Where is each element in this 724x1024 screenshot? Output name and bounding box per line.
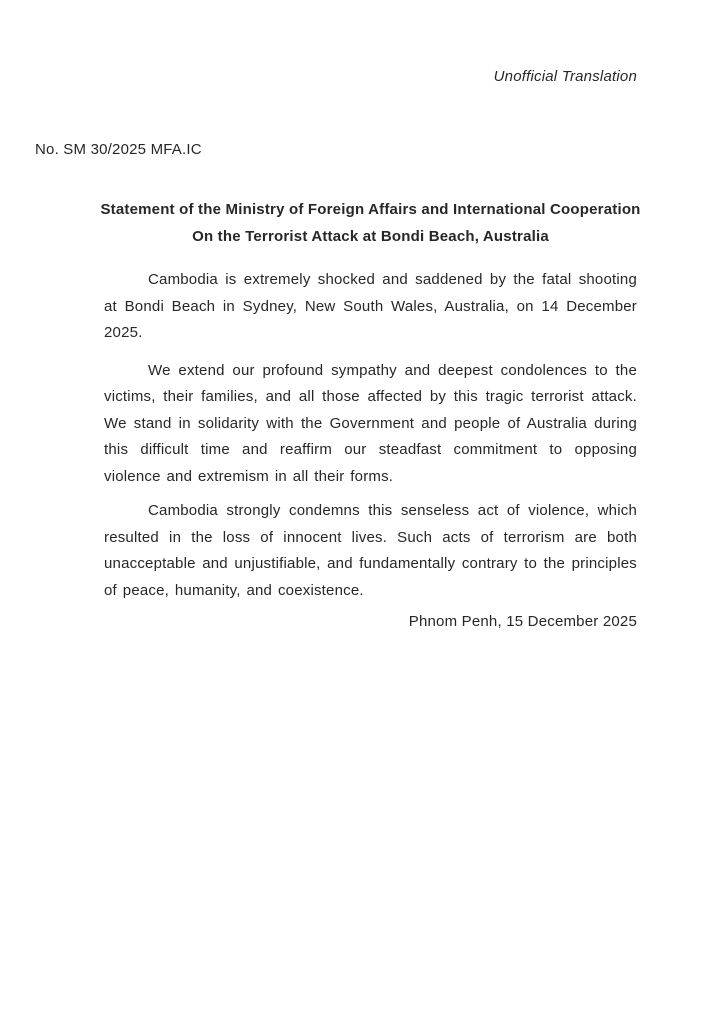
document-title xyxy=(59,196,682,250)
dateline: Phnom Penh, 15 December 2025 xyxy=(408,613,637,630)
title-line-2: On the Terrorist Attack at Bondi Beach, Australia xyxy=(192,228,549,245)
reference-number: No. SM 30/2025 MFA.IC xyxy=(35,141,202,158)
title-line-1: Statement of the Ministry of Foreign Affairs and International Cooperation xyxy=(100,201,641,218)
translation-note: Unofficial Translation xyxy=(493,68,637,85)
document-body xyxy=(100,196,641,636)
paragraph-2: We extend our profound sympathy and deepest condolences to the victims, their families, and all those affected by this tragic terrorist attack. We stand in solidarity with the Government and people of Australia during this difficult time and reaffirm our steadfast commitment to opposing violence and extremism in all their forms. xyxy=(104,361,637,485)
paragraph-1: Cambodia is extremely shocked and saddened by the fatal shooting at Bondi Beach in Sydney, New South Wales, Australia, on 14 December 2025. xyxy=(104,271,637,341)
paragraph-3: Cambodia strongly condemns this senseless act of violence, which resulted in the loss of innocent lives. Such acts of terrorism are both unacceptable and unjustifiable, and fundamentally contrary to the principles of peace, humanity, and coexistence. xyxy=(104,502,637,599)
